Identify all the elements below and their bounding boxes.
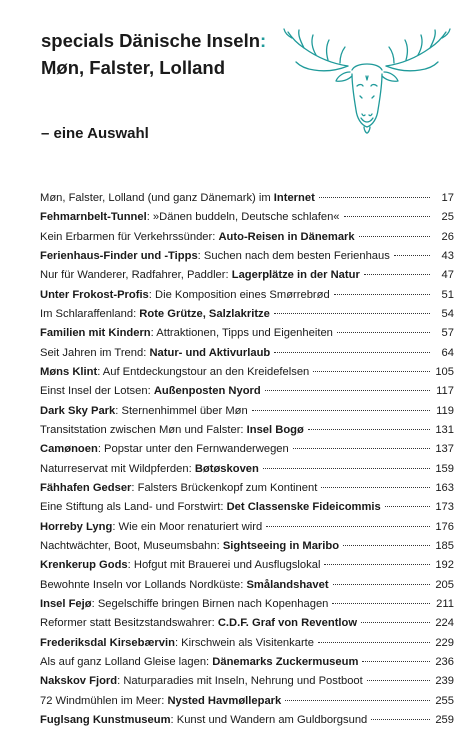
toc-leader-dots (285, 700, 430, 701)
toc-entry[interactable] (40, 598, 454, 617)
toc-entry[interactable] (40, 289, 454, 308)
toc-entry-suffix: : Popstar unter den Fernwanderwegen (97, 443, 289, 456)
toc-entry-prefix: Im Schlaraffenland: (40, 307, 140, 320)
toc-page-number: 205 (435, 578, 454, 591)
toc-page-number: 236 (435, 655, 454, 668)
toc-leader-dots (385, 506, 430, 507)
toc-leader-dots (362, 661, 430, 662)
toc-page-number: 105 (435, 365, 454, 378)
page-title (41, 27, 266, 81)
toc-page-number: 176 (435, 520, 454, 533)
subtitle: – eine Auswahl (41, 125, 149, 142)
toc-entry-keyword: Internet (273, 192, 315, 204)
toc-entry-text (40, 385, 261, 397)
toc-entry[interactable] (40, 559, 454, 578)
toc-page-number: 163 (435, 481, 454, 494)
toc-page-number: 54 (441, 307, 454, 320)
toc-page-number: 185 (435, 539, 454, 552)
toc-leader-dots (321, 487, 430, 488)
toc-entry-suffix: : Falsters Brückenkopf zum Kontinent (131, 481, 318, 494)
toc-entry[interactable] (40, 269, 454, 288)
toc-page-number: 25 (441, 211, 454, 224)
toc-entry-keyword: Krenkerup Gods (40, 559, 128, 572)
toc-page-number: 229 (435, 636, 454, 649)
toc-entry-prefix: Als auf ganz Lolland Gleise lagen: (40, 655, 213, 668)
toc-entry-keyword: Ferienhaus-Finder und -Tipps (40, 249, 198, 262)
toc-entry-keyword: Außenposten Nyord (153, 385, 261, 398)
toc-entry-suffix: : Die Komposition eines Smørrebrød (148, 288, 330, 301)
toc-entry-suffix: : Segelschiffe bringen Birnen nach Kopenhagen (91, 597, 329, 610)
toc-leader-dots (332, 603, 430, 604)
toc-entry-keyword: Sightseeing in Maribo (222, 539, 340, 552)
toc-entry[interactable] (40, 385, 454, 404)
toc-leader-dots (266, 526, 430, 527)
toc-entry-text (40, 463, 259, 475)
toc-entry[interactable] (40, 521, 454, 540)
toc-entry-text (40, 366, 309, 378)
toc-entry-prefix: Kein Erbarmen für Verkehrssünder: (40, 230, 219, 243)
toc-entry-text (40, 482, 317, 494)
toc-entry-text (40, 231, 355, 243)
toc-entry[interactable] (40, 231, 454, 250)
toc-entry-text (40, 521, 262, 533)
toc-entry-keyword: Insel Bogø (246, 423, 304, 436)
toc-entry-prefix: Einst Insel der Lotsen: (40, 385, 154, 398)
toc-entry[interactable] (40, 637, 454, 656)
toc-entry[interactable] (40, 501, 454, 520)
toc-leader-dots (319, 197, 430, 198)
toc-page-number: 255 (435, 694, 454, 707)
toc-page-number: 57 (441, 327, 454, 340)
toc-entry[interactable] (40, 675, 454, 694)
toc-entry[interactable] (40, 405, 454, 424)
toc-entry-text (40, 675, 363, 687)
toc-page-number: 117 (436, 385, 454, 398)
toc-entry[interactable] (40, 714, 454, 733)
toc-leader-dots (313, 371, 430, 372)
toc-leader-dots (324, 564, 430, 565)
toc-entry[interactable] (40, 308, 454, 327)
toc-entry-keyword: Møns Klint (40, 365, 98, 378)
toc-leader-dots (337, 332, 430, 333)
toc-entry-text (40, 637, 314, 649)
toc-leader-dots (318, 642, 430, 643)
title-line-2: Møn, Falster, Lolland (41, 57, 225, 78)
toc-entry-text (40, 289, 330, 301)
toc-page-number: 43 (441, 249, 454, 262)
toc-leader-dots (343, 545, 430, 546)
toc-entry[interactable] (40, 482, 454, 501)
toc-entry[interactable] (40, 617, 454, 636)
toc-leader-dots (274, 352, 430, 353)
toc-entry-suffix: : Sternenhimmel über Møn (115, 404, 248, 417)
toc-entry-suffix: : »Dänen buddeln, Deutsche schlafen« (146, 211, 340, 224)
toc-page-number: 224 (435, 617, 454, 630)
toc-entry-keyword: Smålandshavet (246, 578, 329, 591)
toc-entry-keyword: Fuglsang Kunstmuseum (40, 713, 171, 726)
toc-entry-keyword: Dark Sky Park (40, 404, 116, 417)
toc-entry-prefix: 72 Windmühlen im Meer: (40, 694, 168, 707)
toc-entry[interactable] (40, 347, 454, 366)
toc-entry[interactable] (40, 463, 454, 482)
toc-entry-keyword: Det Classenske Fideicommis (226, 501, 381, 514)
toc-entry-text (40, 211, 340, 223)
toc-leader-dots (367, 680, 430, 681)
toc-entry-text (40, 579, 329, 591)
toc-page-number: 131 (435, 423, 454, 436)
toc-entry-text (40, 192, 315, 204)
toc-entry-keyword: Fähhafen Gedser (40, 481, 132, 494)
toc-entry-text (40, 714, 367, 726)
toc-entry-text (40, 656, 358, 668)
toc-page-number: 211 (436, 597, 454, 610)
toc-entry-text (40, 308, 270, 320)
toc-entry-keyword: Dänemarks Zuckermuseum (212, 655, 359, 668)
toc-entry-suffix: : Auf Entdeckungstour an den Kreidefelsen (97, 365, 310, 378)
toc-entry[interactable] (40, 695, 454, 714)
toc-entry-prefix: Eine Stiftung als Land- und Forstwirt: (40, 501, 227, 514)
moose-icon (282, 26, 454, 134)
toc-entry-keyword: Natur- und Aktivurlaub (149, 346, 271, 359)
toc-page-number: 137 (435, 443, 454, 456)
toc-entry-keyword: Lagerplätze in der Natur (231, 269, 360, 282)
toc-entry[interactable] (40, 211, 454, 230)
toc-entry-text (40, 269, 360, 281)
toc-leader-dots (359, 236, 430, 237)
toc-page-number: 51 (441, 288, 454, 301)
toc-entry-suffix: : Kirschwein als Visitenkarte (174, 636, 315, 649)
toc-entry-suffix: : Naturparadies mit Inseln, Nehrung und Postboot (117, 675, 363, 688)
toc-entry-suffix: : Attraktionen, Tipps und Eigenheiten (150, 327, 333, 340)
toc-entry[interactable] (40, 366, 454, 385)
toc-entry[interactable] (40, 250, 454, 269)
toc-entry[interactable] (40, 327, 454, 346)
title-colon: : (260, 30, 267, 51)
toc-entry-text (40, 617, 357, 629)
toc-page-number: 64 (441, 346, 454, 359)
toc-entry[interactable] (40, 540, 454, 559)
toc-entry-keyword: Camønoen (40, 443, 98, 456)
toc-entry[interactable] (40, 424, 454, 443)
toc-entry-text (40, 695, 281, 707)
toc-entry-prefix: Transitstation zwischen Møn und Falster: (40, 423, 247, 436)
toc-leader-dots (334, 294, 430, 295)
toc-entry-keyword: Unter Frokost-Profis (40, 288, 149, 301)
title-line-1 (41, 27, 266, 54)
toc-entry-keyword: Bøtøskoven (194, 462, 259, 475)
toc-entry-prefix: Møn, Falster, Lolland (und ganz Dänemark) im (40, 192, 274, 204)
toc-entry-suffix: : Wie ein Moor renaturiert wird (112, 520, 263, 533)
toc-entry-suffix: : Hofgut mit Brauerei und Ausflugslokal (127, 559, 321, 572)
toc-leader-dots (344, 216, 430, 217)
toc-entry[interactable] (40, 656, 454, 675)
toc-leader-dots (252, 410, 430, 411)
toc-entry-keyword: Horreby Lyng (40, 520, 113, 533)
toc-entry-text (40, 347, 270, 359)
toc-page-number: 47 (441, 269, 454, 282)
toc-entry-text (40, 540, 339, 552)
toc-entry-text (40, 424, 304, 436)
toc-entry-suffix: : Suchen nach dem besten Ferienhaus (197, 249, 390, 262)
toc-entry-prefix: Nachtwächter, Boot, Museumsbahn: (40, 539, 223, 552)
toc-entry-keyword: Insel Fejø (40, 597, 92, 610)
toc-page-number: 239 (435, 675, 454, 688)
toc-leader-dots (364, 274, 430, 275)
toc-leader-dots (274, 313, 430, 314)
toc-entry-prefix: Bewohnte Inseln vor Lollands Nordküste: (40, 578, 247, 591)
toc-entry[interactable] (40, 192, 454, 211)
toc-page-number: 26 (441, 230, 454, 243)
toc-entry-keyword: Frederiksdal Kirsebærvin (40, 636, 175, 649)
table-of-contents (40, 192, 454, 733)
toc-leader-dots (333, 584, 430, 585)
toc-entry-keyword: Fehmarnbelt-Tunnel (40, 211, 147, 224)
title-prefix: specials Dänische Inseln (41, 30, 261, 51)
toc-entry-prefix: Reformer statt Besitzstandswahrer: (40, 617, 218, 630)
toc-leader-dots (308, 429, 430, 430)
toc-entry-text (40, 598, 328, 610)
toc-page-number: 159 (435, 462, 454, 475)
toc-entry-suffix: : Kunst und Wandern am Guldborgsund (170, 713, 368, 726)
toc-page-number: 259 (435, 713, 454, 726)
toc-leader-dots (263, 468, 430, 469)
toc-entry-keyword: Nakskov Fjord (40, 675, 118, 688)
toc-entry[interactable] (40, 443, 454, 462)
toc-entry-prefix: Seit Jahren im Trend: (40, 346, 150, 359)
toc-page-number: 119 (436, 404, 454, 417)
toc-entry-text (40, 250, 390, 262)
toc-entry-prefix: Nur für Wanderer, Radfahrer, Paddler: (40, 269, 232, 282)
toc-entry-prefix: Naturreservat mit Wildpferden: (40, 462, 195, 475)
toc-leader-dots (361, 622, 430, 623)
toc-entry-text (40, 327, 333, 339)
toc-entry-keyword: C.D.F. Graf von Reventlow (217, 617, 358, 630)
toc-entry-keyword: Rote Grütze, Salzlakritze (139, 307, 270, 320)
toc-entry[interactable] (40, 579, 454, 598)
toc-entry-keyword: Nysted Havmøllepark (167, 694, 282, 707)
toc-page-number: 17 (441, 192, 454, 204)
toc-entry-text (40, 405, 248, 417)
toc-entry-keyword: Auto-Reisen in Dänemark (218, 230, 355, 243)
toc-leader-dots (371, 719, 430, 720)
toc-page-number: 192 (435, 559, 454, 572)
toc-entry-text (40, 559, 320, 571)
toc-entry-text (40, 501, 381, 513)
toc-entry-text (40, 443, 289, 455)
toc-page-number: 173 (435, 501, 454, 514)
toc-leader-dots (394, 255, 430, 256)
toc-leader-dots (293, 448, 430, 449)
toc-entry-keyword: Familien mit Kindern (40, 327, 151, 340)
toc-leader-dots (265, 390, 430, 391)
